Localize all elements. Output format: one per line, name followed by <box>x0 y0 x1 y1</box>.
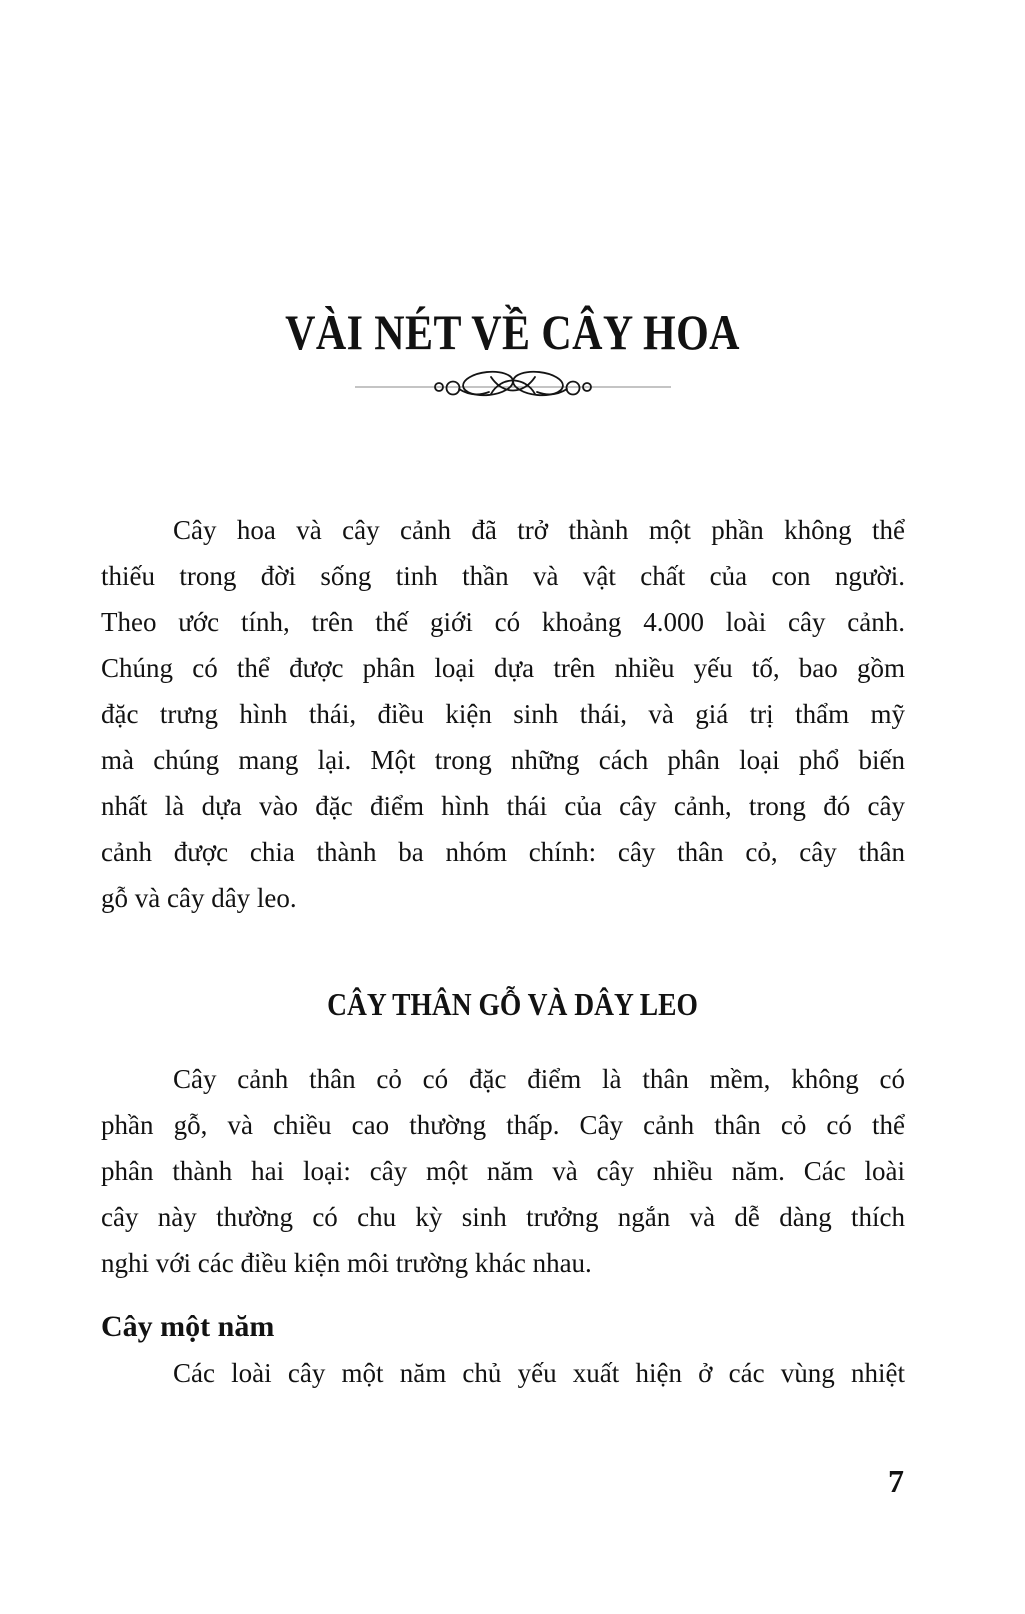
text-line: nhất là dựa vào đặc điểm hình thái của cây cảnh, trong đó cây <box>101 791 905 821</box>
text-line: nghi với các điều kiện môi trường khác nhau. <box>101 1248 592 1278</box>
text-line: gỗ và cây dây leo. <box>101 883 297 913</box>
section-heading: CÂY THÂN GỖ VÀ DÂY LEO <box>327 986 698 1022</box>
chapter-title: VÀI NÉT VỀ CÂY HOA <box>285 304 740 360</box>
text-line: thiếu trong đời sống tinh thần và vật chất của con người. <box>101 561 905 591</box>
text-line: Cây hoa và cây cảnh đã trở thành một phần không thể <box>173 515 905 545</box>
text-line: phân thành hai loại: cây một năm và cây nhiều năm. Các loài <box>101 1156 905 1186</box>
text-line: cây này thường có chu kỳ sinh trưởng ngắn và dễ dàng thích <box>101 1202 905 1232</box>
text-line: Theo ước tính, trên thế giới có khoảng 4.000 loài cây cảnh. <box>101 607 905 637</box>
ornamental-divider <box>353 368 673 404</box>
text-line: Các loài cây một năm chủ yếu xuất hiện ở các vùng nhiệt <box>173 1358 905 1388</box>
text-line: Cây cảnh thân cỏ có đặc điểm là thân mềm, không có <box>173 1064 905 1094</box>
text-line: Chúng có thể được phân loại dựa trên nhiều yếu tố, bao gồm <box>101 653 905 683</box>
text-line: cảnh được chia thành ba nhóm chính: cây thân cỏ, cây thân <box>101 837 905 867</box>
subsection-heading: Cây một năm <box>101 1310 275 1343</box>
flourish-icon <box>353 368 673 404</box>
subsection-paragraph <box>101 1350 905 1396</box>
text-line: mà chúng mang lại. Một trong những cách phân loại phổ biến <box>101 745 905 775</box>
page-number: 7 <box>888 1463 904 1499</box>
text-line: phần gỗ, và chiều cao thường thấp. Cây cảnh thân cỏ có thể <box>101 1110 905 1140</box>
section-paragraph <box>101 1056 905 1286</box>
intro-paragraph <box>101 507 905 921</box>
text-line: đặc trưng hình thái, điều kiện sinh thái, và giá trị thẩm mỹ <box>101 699 905 729</box>
